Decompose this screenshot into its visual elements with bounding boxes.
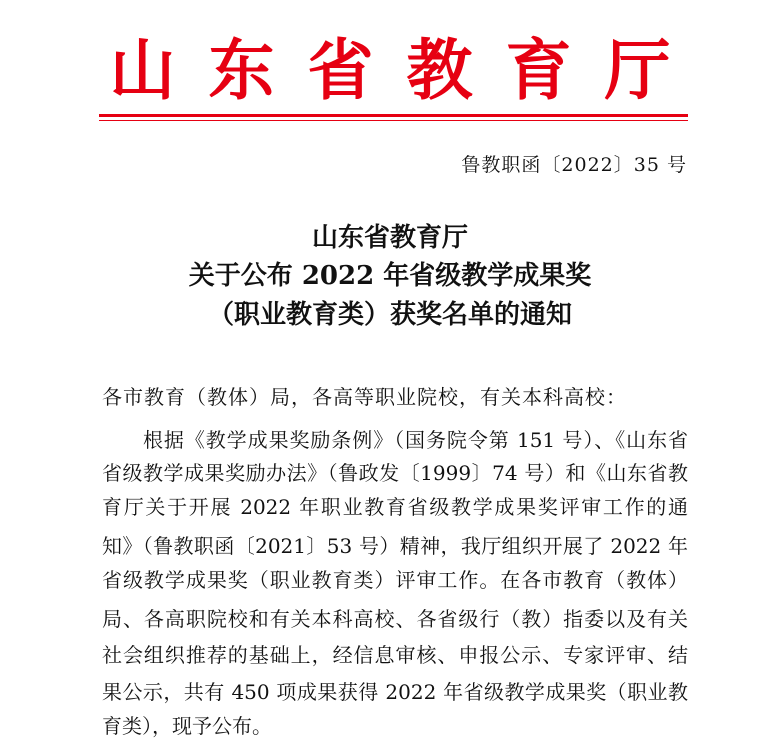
masthead-org-name: 山东省教育厅 [109,31,704,109]
body-line: 省级教学成果奖（职业教育类）评审工作。在各市教育（教体） [102,568,688,592]
body-line: 根据《教学成果奖励条例》（国务院令第 151 号）、《山东省 [143,428,688,452]
masthead-rule-thick [99,114,688,117]
body-line: 育类），现予公布。 [102,714,272,738]
body-line: 果公示，共有 450 项成果获得 2022 年省级教学成果奖（职业教 [102,680,688,704]
title-line-1: 山东省教育厅 [311,223,468,253]
body-line: 局、各高职院校和有关本科高校、各省级行（教）指委以及有关 [102,607,688,631]
document-number: 鲁教职函〔2022〕35 号 [461,154,687,176]
salutation: 各市教育（教体）局，各高等职业院校，有关本科高校： [102,385,627,409]
title-line-3: （职业教育类）获奖名单的通知 [207,300,572,330]
title-line-2: 关于公布 2022 年省级教学成果奖 [188,261,592,291]
body-line: 省级教学成果奖励办法》（鲁政发〔1999〕74 号）和《山东省教 [102,461,688,485]
body-line: 知》（鲁教职函〔2021〕53 号）精神，我厅组织开展了 2022 年 [102,534,688,558]
body-line: 育厅关于开展 2022 年职业教育省级教学成果奖评审工作的通 [102,495,688,519]
masthead-rule-thin [99,120,688,121]
body-line: 社会组织推荐的基础上，经信息审核、申报公示、专家评审、结 [102,643,688,667]
